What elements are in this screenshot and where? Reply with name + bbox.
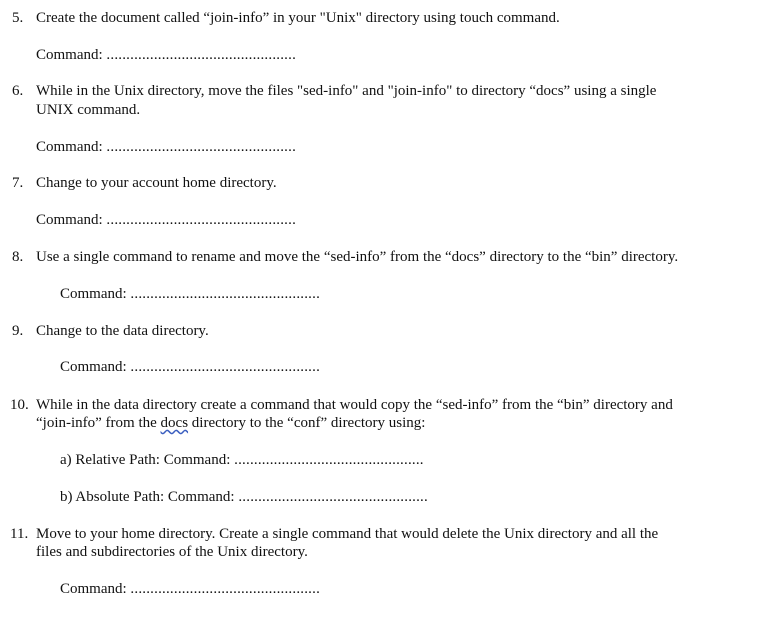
absolute-path-answer-line: [60, 488, 428, 507]
question-number: 7.: [12, 175, 24, 191]
answer-blank: ................................................: [130, 359, 321, 375]
question-text: Move to your home directory. Create a single command that would delete the Unix directory and all the: [36, 526, 659, 542]
question-text: While in the Unix directory, move the files "sed-info" and "join-info" to directory “docs” using a single: [36, 83, 657, 99]
command-answer-line: [60, 580, 320, 599]
command-label: Command:: [60, 581, 127, 597]
question-number: 10.: [10, 397, 29, 413]
command-answer-line: [36, 46, 296, 65]
answer-blank: ................................................: [130, 286, 321, 302]
question-number: 11.: [10, 526, 29, 542]
text-fragment: directory to the “conf” directory using:: [188, 415, 426, 431]
command-label: Command:: [36, 47, 103, 63]
question-text: Create the document called “join-info” in your "Unix" directory using touch command.: [36, 10, 560, 26]
question-text-continued: UNIX command.: [36, 102, 141, 118]
answer-blank: ................................................: [106, 139, 297, 155]
question-number: 9.: [12, 323, 24, 339]
question-text: Change to the data directory.: [36, 323, 209, 339]
question-text-continued: files and subdirectories of the Unix directory.: [36, 544, 308, 560]
question-text: Use a single command to rename and move the “sed-info” from the “docs” directory to the “bin” directory.: [36, 249, 679, 265]
command-answer-line: [36, 211, 296, 230]
question-number: 5.: [12, 10, 24, 26]
question-number: 6.: [12, 83, 24, 99]
command-answer-line: [60, 358, 320, 377]
answer-blank: ................................................: [234, 452, 424, 468]
answer-blank: ................................................: [106, 212, 297, 228]
relative-path-answer-line: [60, 451, 424, 470]
question-number: 8.: [12, 249, 24, 265]
command-label: Command:: [60, 359, 127, 375]
answer-blank: ................................................: [106, 47, 297, 63]
answer-blank: ................................................: [238, 489, 428, 505]
spellcheck-underlined-word: docs: [160, 415, 189, 431]
question-text-continued: [36, 414, 425, 433]
command-label: Command:: [60, 286, 127, 302]
command-label: b) Absolute Path: Command:: [60, 489, 235, 505]
text-fragment: “join-info” from the: [36, 415, 161, 431]
answer-blank: ................................................: [130, 581, 321, 597]
command-answer-line: [36, 138, 296, 157]
question-text: While in the data directory create a command that would copy the “sed-info” from the “bin” directory and: [36, 397, 673, 413]
command-answer-line: [60, 285, 320, 304]
command-label: a) Relative Path: Command:: [60, 452, 231, 468]
question-text: Change to your account home directory.: [36, 175, 277, 191]
command-label: Command:: [36, 139, 103, 155]
command-label: Command:: [36, 212, 103, 228]
